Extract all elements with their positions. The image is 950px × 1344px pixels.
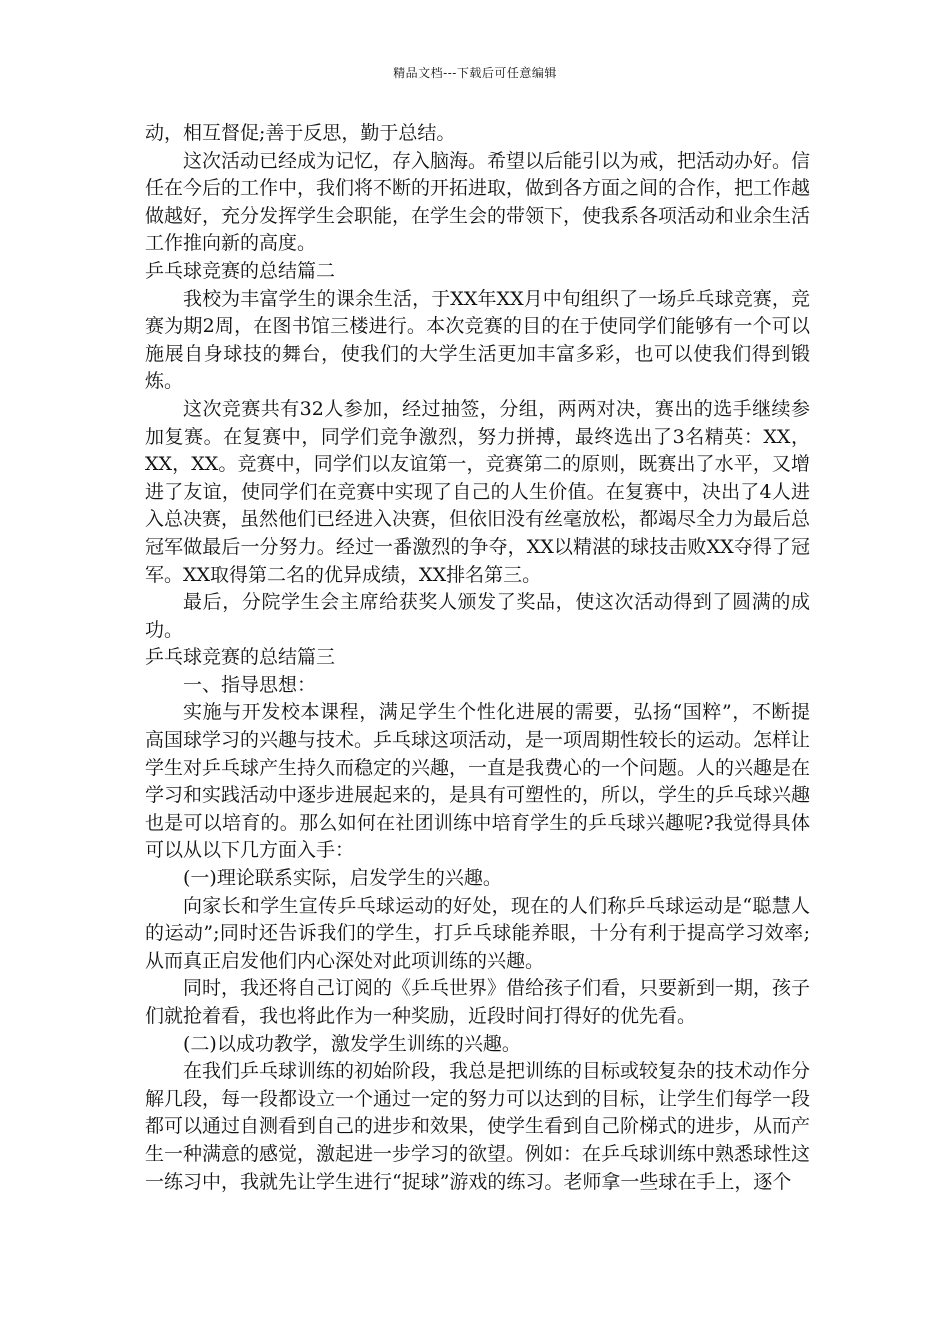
section-heading: 乒乓球竞赛的总结篇三 xyxy=(145,646,336,669)
paragraph: 向家长和学生宣传乒乓球运动的好处，现在的人们称乒乓球运动是“聪慧人的运动”;同时还告诉我们的学生，打乒乓球能养眼，十分有利于提高学习效率;从而真正启发他们内心深处对此项训练的兴趣。 xyxy=(145,894,810,972)
page-header: 精品文档---下载后可任意编辑 xyxy=(393,66,557,80)
paragraph: 我校为丰富学生的课余生活，于XX年XX月中旬组织了一场乒乓球竞赛，竞赛为期2周，在图书馆三楼进行。本次竞赛的目的在于使同学们能够有一个可以施展自身球技的舞台，使我们的大学生活更加丰富多彩，也可以使我们得到锻炼。 xyxy=(145,287,810,393)
paragraph: 在我们乒乓球训练的初始阶段，我总是把训练的目标或较复杂的技术动作分解几段，每一段都设立一个通过一定的努力可以达到的目标，让学生们每学一段都可以通过自测看到自己的进步和效果，使学生看到自己阶梯式的进步，从而产生一种满意的感觉，激起进一步学习的欲望。例如：在乒乓球训练中熟悉球性这一练习中，我就先让学生进行“捉球”游戏的练习。老师拿一些球在手上，逐个 xyxy=(145,1060,811,1193)
subheading: 一、指导思想： xyxy=(183,673,317,696)
paragraph: 实施与开发校本课程，满足学生个性化进展的需要，弘扬“国粹”，不断提高国球学习的兴趣与技术。乒乓球这项活动，是一项周期性较长的运动。怎样让学生对乒乓球产生持久而稳定的兴趣，一直是我费心的一个问题。人的兴趣是在学习和实践活动中逐步进展起来的，是具有可塑性的，所以，学生的乒乓球兴趣也是可以培育的。那么如何在社团训练中培育学生的乒乓球兴趣呢?我觉得具体可以从以下几方面入手： xyxy=(145,701,811,862)
paragraph: 这次竞赛共有32人参加，经过抽签，分组，两两对决，赛出的选手继续参加复赛。在复赛中，同学们竞争激烈，努力拼搏，最终选出了3名精英：XX，XX，XX。竞赛中，同学们以友谊第一，竞赛第二的原则，既赛出了水平，又增进了友谊，使同学们在竞赛中实现了自己的人生价值。在复赛中，决出了4人进入总决赛，虽然他们已经进入决赛，但依旧没有丝毫放松，都竭尽全力为最后总冠军做最后一分努力。经过一番激烈的争夺，XX以精湛的球技击败XX夺得了冠军。XX取得第二名的优异成绩，XX排名第三。 xyxy=(145,397,811,586)
subheading: (一)理论联系实际，启发学生的兴趣。 xyxy=(183,867,502,890)
paragraph: 动，相互督促;善于反思，勤于总结。 xyxy=(145,122,456,144)
subheading: (二)以成功教学，激发学生训练的兴趣。 xyxy=(183,1032,521,1055)
document-body xyxy=(145,120,810,1196)
paragraph: 最后，分院学生会主席给获奖人颁发了奖品，使这次活动得到了圆满的成功。 xyxy=(145,591,810,641)
paragraph: 这次活动已经成为记忆，存入脑海。希望以后能引以为戒，把活动办好。信任在今后的工作中，我们将不断的开拓进取，做到各方面之间的合作，把工作越做越好，充分发挥学生会职能，在学生会的带领下，使我系各项活动和业余生活工作推向新的高度。 xyxy=(145,149,811,255)
paragraph: 同时，我还将自己订阅的《乒乓世界》借给孩子们看，只要新到一期，孩子们就抢着看，我也将此作为一种奖励，近段时间打得好的优先看。 xyxy=(145,977,811,1027)
section-heading: 乒乓球竞赛的总结篇二 xyxy=(145,259,336,282)
